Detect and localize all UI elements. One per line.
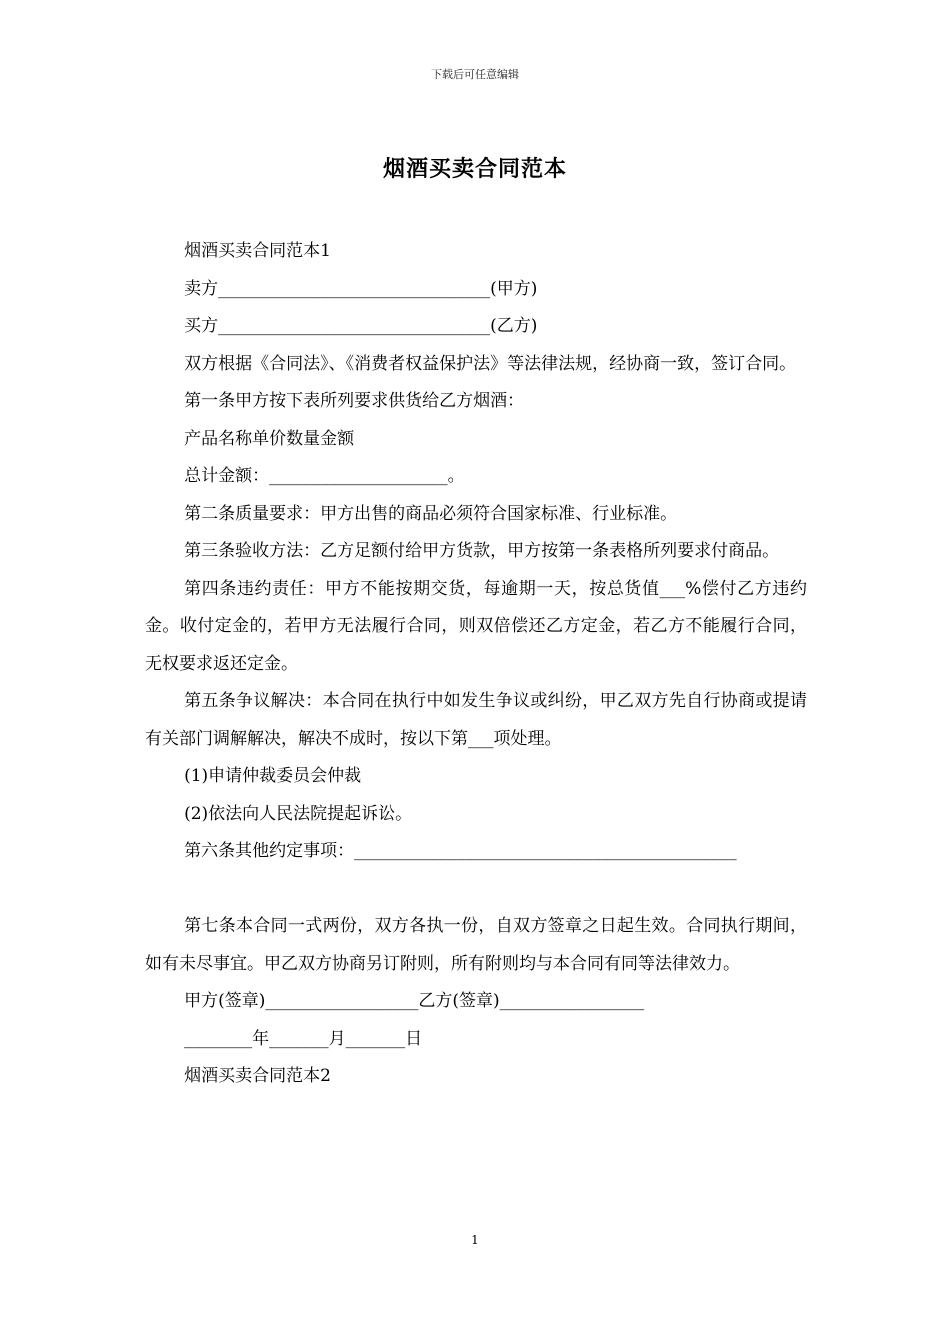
header-note: 下载后可任意编辑 xyxy=(431,68,519,81)
preamble-paragraph: 双方根据《合同法》、《消费者权益保护法》等法律法规，经协商一致，签订合同。 xyxy=(184,353,797,374)
section-heading-template-1: 烟酒买卖合同范本1 xyxy=(184,241,331,261)
article-2: 第二条质量要求：甲方出售的商品必须符合国家标准、行业标准。 xyxy=(184,503,678,524)
blank-spacer xyxy=(145,871,807,909)
section-heading-template-2: 烟酒买卖合同范本2 xyxy=(184,1066,331,1086)
article-7: 第七条本合同一式两份，双方各执一份，自双方签章之日起生效。合同执行期间，如有未尽事宜。甲乙双方协商另订附则，所有附则均与本合同有同等法律效力。 xyxy=(145,916,807,974)
date-line: ________年_______月_______日 xyxy=(184,1028,423,1049)
page-number: 1 xyxy=(471,1233,479,1247)
seller-line: 卖方________________________________(甲方) xyxy=(184,278,538,299)
signature-line: 甲方(签章)__________________乙方(签章)_________________ xyxy=(184,991,645,1011)
option-2: (2)依法向人民法院提起诉讼。 xyxy=(184,803,413,824)
buyer-line: 买方________________________________(乙方) xyxy=(184,316,538,336)
document-body xyxy=(145,233,807,1096)
article-3: 第三条验收方法：乙方足额付给甲方货款，甲方按第一条表格所列要求付商品。 xyxy=(184,541,780,561)
article-6: 第六条其他约定事项：_____________________________________________ xyxy=(184,841,737,861)
article-4: 第四条违约责任：甲方不能按期交货，每逾期一天，按总货值___%偿付乙方违约金。收付定金的，若甲方无法履行合同，则双倍偿还乙方定金，若乙方不能履行合同，无权要求返还定金。 xyxy=(145,578,807,674)
article-5: 第五条争议解决：本合同在执行中如发生争议或纠纷，甲乙双方先自行协商或提请有关部门调解解决，解决不成时，按以下第___项处理。 xyxy=(145,691,807,749)
document-title: 烟酒买卖合同范本 xyxy=(382,156,567,182)
total-amount-line: 总计金额：_____________________。 xyxy=(184,466,465,486)
product-table-header: 产品名称单价数量金额 xyxy=(184,428,355,449)
option-1: (1)申请仲裁委员会仲裁 xyxy=(184,766,362,786)
article-1: 第一条甲方按下表所列要求供货给乙方烟酒： xyxy=(184,391,525,411)
